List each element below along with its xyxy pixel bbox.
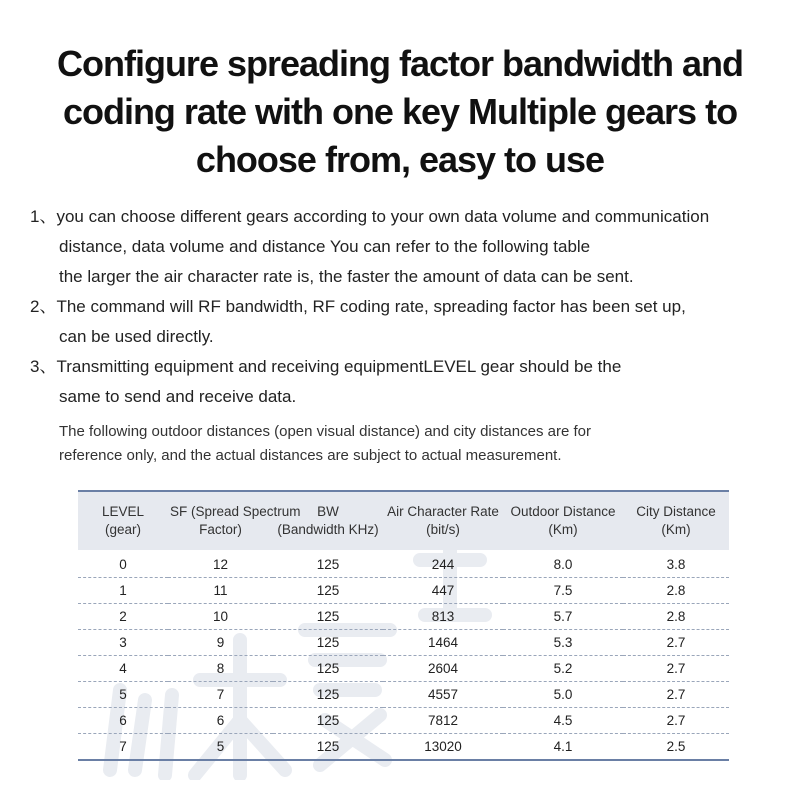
cell-city: 2.8 <box>623 604 729 630</box>
point-text: the larger the air character rate is, the faster the amount of data can be sent. <box>59 267 634 286</box>
title-line: choose from, easy to use <box>195 139 605 180</box>
cell-sf: 11 <box>168 578 273 604</box>
header-line: (bit/s) <box>426 522 460 537</box>
reference-note <box>59 420 759 468</box>
cell-outdoor: 7.5 <box>503 578 623 604</box>
title-line: Configure spreading factor bandwidth and <box>56 43 743 84</box>
header-line: Outdoor Distance <box>510 504 616 519</box>
header-line: SF (Spread Spectrum <box>170 504 301 519</box>
cell-bw: 125 <box>273 550 383 578</box>
point-text: Transmitting equipment and receiving equipmentLEVEL gear should be the <box>56 357 622 376</box>
header-bw <box>273 491 383 550</box>
cell-city: 2.7 <box>623 708 729 734</box>
cell-city: 2.7 <box>623 630 729 656</box>
cell-level: 6 <box>78 708 168 734</box>
cell-level: 3 <box>78 630 168 656</box>
header-line: (gear) <box>104 522 141 537</box>
cell-bw: 125 <box>273 734 383 761</box>
feature-points-list <box>30 202 790 412</box>
cell-level: 1 <box>78 578 168 604</box>
header-level <box>78 491 168 550</box>
cell-air-rate: 813 <box>383 604 503 630</box>
header-line: Air Character Rate <box>387 504 499 519</box>
cell-level: 0 <box>78 550 168 578</box>
table-row <box>78 550 729 578</box>
table-row <box>78 604 729 630</box>
cell-outdoor: 5.0 <box>503 682 623 708</box>
point-1 <box>30 202 790 232</box>
cell-sf: 10 <box>168 604 273 630</box>
title-line: coding rate with one key Multiple gears to <box>62 91 738 132</box>
cell-city: 2.5 <box>623 734 729 761</box>
point-text: same to send and receive data. <box>59 387 297 406</box>
point-text: distance, data volume and distance You can refer to the following table <box>59 237 591 256</box>
cell-air-rate: 7812 <box>383 708 503 734</box>
table-row <box>78 656 729 682</box>
cell-air-rate: 4557 <box>383 682 503 708</box>
table-row <box>78 682 729 708</box>
cell-outdoor: 5.7 <box>503 604 623 630</box>
cell-level: 2 <box>78 604 168 630</box>
table-row <box>78 578 729 604</box>
header-city-distance <box>623 491 729 550</box>
cell-outdoor: 4.1 <box>503 734 623 761</box>
header-sf <box>168 491 301 550</box>
cell-sf: 7 <box>168 682 273 708</box>
header-line: LEVEL <box>101 504 145 519</box>
point-text: you can choose different gears according to your own data volume and communication <box>56 207 710 226</box>
table-row <box>78 734 729 761</box>
table-row <box>78 708 729 734</box>
cell-level: 4 <box>78 656 168 682</box>
gear-table-container <box>78 490 729 761</box>
cell-level: 7 <box>78 734 168 761</box>
cell-sf: 6 <box>168 708 273 734</box>
cell-bw: 125 <box>273 630 383 656</box>
cell-air-rate: 244 <box>383 550 503 578</box>
cell-sf: 9 <box>168 630 273 656</box>
cell-outdoor: 4.5 <box>503 708 623 734</box>
cell-city: 2.7 <box>623 656 729 682</box>
cell-sf: 8 <box>168 656 273 682</box>
cell-sf: 12 <box>168 550 273 578</box>
header-air-rate <box>383 491 503 550</box>
cell-outdoor: 8.0 <box>503 550 623 578</box>
cell-bw: 125 <box>273 682 383 708</box>
table-header-row <box>78 491 729 550</box>
point-3 <box>30 352 790 382</box>
header-line: (Km) <box>661 522 691 537</box>
cell-city: 2.8 <box>623 578 729 604</box>
cell-level: 5 <box>78 682 168 708</box>
header-outdoor-distance <box>503 491 623 550</box>
point-number: 1、 <box>30 207 57 226</box>
point-text: can be used directly. <box>59 327 214 346</box>
header-line: City Distance <box>636 504 716 519</box>
point-text: The command will RF bandwidth, RF coding rate, spreading factor has been set up, <box>56 297 686 316</box>
cell-bw: 125 <box>273 656 383 682</box>
cell-air-rate: 2604 <box>383 656 503 682</box>
cell-air-rate: 13020 <box>383 734 503 761</box>
cell-bw: 125 <box>273 578 383 604</box>
cell-sf: 5 <box>168 734 273 761</box>
note-line: The following outdoor distances (open visual distance) and city distances are for <box>59 423 591 440</box>
point-number: 2、 <box>30 297 57 316</box>
gear-table <box>78 490 729 761</box>
cell-air-rate: 447 <box>383 578 503 604</box>
cell-bw: 125 <box>273 604 383 630</box>
table-row <box>78 630 729 656</box>
cell-city: 3.8 <box>623 550 729 578</box>
point-2 <box>30 292 790 322</box>
header-line: (Km) <box>548 522 578 537</box>
cell-outdoor: 5.3 <box>503 630 623 656</box>
header-line: Factor) <box>199 522 242 537</box>
note-line: reference only, and the actual distances are subject to actual measurement. <box>59 447 562 464</box>
point-number: 3、 <box>30 357 57 376</box>
header-line: BW <box>317 504 339 519</box>
cell-bw: 125 <box>273 708 383 734</box>
cell-outdoor: 5.2 <box>503 656 623 682</box>
page-title <box>0 40 800 184</box>
cell-city: 2.7 <box>623 682 729 708</box>
header-line: (Bandwidth KHz) <box>277 522 379 537</box>
cell-air-rate: 1464 <box>383 630 503 656</box>
